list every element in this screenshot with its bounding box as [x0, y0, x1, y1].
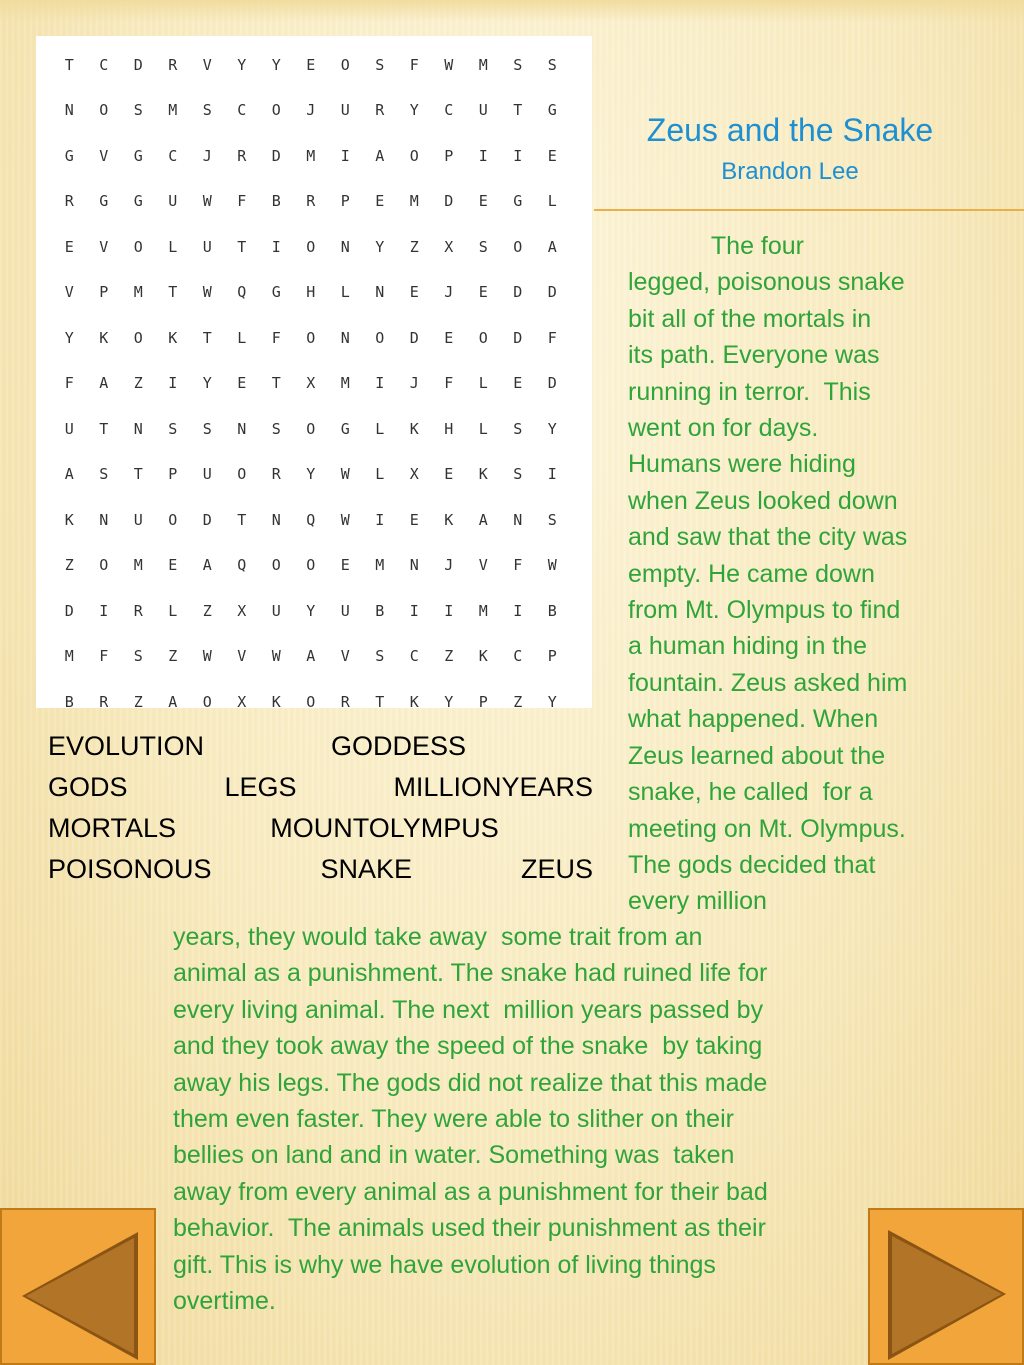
puzzle-letter: Z: [168, 647, 178, 666]
puzzle-letter: O: [306, 328, 316, 347]
puzzle-letter: L: [340, 283, 350, 302]
puzzle-letter: H: [444, 419, 454, 438]
puzzle-letter: I: [513, 146, 523, 165]
puzzle-letter: E: [513, 374, 523, 393]
word-bank-word: MILLIONYEARS: [393, 772, 593, 802]
puzzle-letter: J: [444, 556, 454, 575]
puzzle-letter: L: [375, 419, 385, 438]
puzzle-letter: S: [202, 101, 212, 120]
puzzle-letter: C: [99, 55, 109, 74]
puzzle-letter: V: [99, 146, 109, 165]
puzzle-letter: Y: [375, 237, 385, 256]
puzzle-letter: S: [547, 55, 557, 74]
puzzle-letter: B: [375, 601, 385, 620]
puzzle-letter: V: [237, 647, 247, 666]
puzzle-letter: V: [64, 283, 74, 302]
word-bank-word: POISONOUS: [48, 854, 212, 884]
puzzle-letter: X: [444, 237, 454, 256]
puzzle-letter: R: [168, 55, 178, 74]
puzzle-letter: W: [547, 556, 557, 575]
puzzle-letter: T: [237, 237, 247, 256]
puzzle-letter: S: [375, 55, 385, 74]
puzzle-letter: I: [271, 237, 281, 256]
word-search-grid: [52, 42, 570, 725]
puzzle-letter: D: [547, 374, 557, 393]
puzzle-letter: J: [409, 374, 419, 393]
puzzle-letter: R: [133, 601, 143, 620]
puzzle-letter: O: [306, 419, 316, 438]
puzzle-letter: S: [133, 101, 143, 120]
puzzle-letter: E: [306, 55, 316, 74]
puzzle-letter: N: [513, 510, 523, 529]
puzzle-letter: G: [133, 146, 143, 165]
puzzle-letter: S: [547, 510, 557, 529]
puzzle-letter: U: [271, 601, 281, 620]
story-text-right-column: The four legged, poisonous snake bit all of the mortals in its path. Everyone was running in terror. This went on for days. Humans were hiding when Zeus looked down and saw that the city was empty. He came down from Mt. Olympus to find a human hiding in the fountain. Zeus asked him what happened. When Zeus learned about the snake, he called for a meeting on Mt. Olympus. The gods decided that every million: [628, 232, 908, 916]
puzzle-letter: I: [99, 601, 109, 620]
puzzle-letter: M: [409, 192, 419, 211]
puzzle-letter: S: [478, 237, 488, 256]
puzzle-letter: D: [409, 328, 419, 347]
puzzle-letter: P: [478, 692, 488, 711]
puzzle-letter: C: [237, 101, 247, 120]
puzzle-letter: Y: [237, 55, 247, 74]
puzzle-letter: I: [478, 146, 488, 165]
puzzle-letter: V: [202, 55, 212, 74]
puzzle-letter: P: [547, 647, 557, 666]
puzzle-letter: W: [340, 510, 350, 529]
puzzle-letter: Y: [444, 692, 454, 711]
puzzle-letter: Z: [133, 692, 143, 711]
puzzle-letter: Q: [306, 510, 316, 529]
puzzle-letter: N: [409, 556, 419, 575]
puzzle-letter: R: [271, 465, 281, 484]
puzzle-letter: F: [444, 374, 454, 393]
puzzle-letter: Z: [444, 647, 454, 666]
word-bank-row: [48, 808, 593, 849]
top-band: [0, 0, 1024, 22]
word-bank-row: [48, 767, 593, 808]
puzzle-letter: O: [306, 692, 316, 711]
puzzle-letter: E: [444, 465, 454, 484]
puzzle-letter: D: [513, 328, 523, 347]
puzzle-letter: R: [237, 146, 247, 165]
puzzle-letter: K: [444, 510, 454, 529]
puzzle-letter: G: [271, 283, 281, 302]
puzzle-letter: O: [133, 328, 143, 347]
puzzle-letter: I: [168, 374, 178, 393]
puzzle-letter: D: [547, 283, 557, 302]
story-author: Brandon Lee: [721, 158, 859, 185]
left-triangle-icon: [2, 1210, 154, 1363]
puzzle-letter: T: [168, 283, 178, 302]
puzzle-letter: E: [478, 192, 488, 211]
puzzle-letter: K: [478, 465, 488, 484]
puzzle-letter: E: [237, 374, 247, 393]
puzzle-letter: S: [375, 647, 385, 666]
puzzle-letter: Z: [202, 601, 212, 620]
puzzle-letter: Z: [513, 692, 523, 711]
puzzle-letter: S: [513, 55, 523, 74]
puzzle-letter: E: [340, 556, 350, 575]
puzzle-letter: I: [409, 601, 419, 620]
puzzle-letter: W: [202, 283, 212, 302]
puzzle-letter: O: [306, 556, 316, 575]
puzzle-letter: U: [478, 101, 488, 120]
puzzle-letter: F: [547, 328, 557, 347]
puzzle-letter: K: [409, 692, 419, 711]
puzzle-letter: S: [99, 465, 109, 484]
puzzle-letter: N: [375, 283, 385, 302]
puzzle-letter: J: [444, 283, 454, 302]
puzzle-letter: O: [340, 55, 350, 74]
word-bank-word: GODS: [48, 772, 128, 802]
puzzle-letter: E: [409, 283, 419, 302]
word-bank-word: SNAKE: [320, 854, 413, 884]
puzzle-letter: E: [547, 146, 557, 165]
puzzle-letter: S: [271, 419, 281, 438]
puzzle-letter: C: [513, 647, 523, 666]
puzzle-letter: N: [133, 419, 143, 438]
next-slide-button[interactable]: [868, 1208, 1024, 1365]
puzzle-letter: E: [444, 328, 454, 347]
puzzle-letter: V: [99, 237, 109, 256]
puzzle-letter: M: [375, 556, 385, 575]
puzzle-letter: U: [340, 101, 350, 120]
word-bank-row: [48, 726, 593, 767]
puzzle-letter: P: [168, 465, 178, 484]
header-divider: [594, 209, 1024, 211]
puzzle-letter: D: [513, 283, 523, 302]
puzzle-letter: I: [340, 146, 350, 165]
puzzle-letter: X: [237, 601, 247, 620]
puzzle-letter: N: [237, 419, 247, 438]
word-bank: [48, 726, 593, 890]
puzzle-letter: M: [478, 601, 488, 620]
puzzle-letter: O: [306, 237, 316, 256]
puzzle-letter: I: [375, 510, 385, 529]
puzzle-letter: B: [547, 601, 557, 620]
puzzle-letter: M: [64, 647, 74, 666]
puzzle-letter: L: [168, 601, 178, 620]
puzzle-letter: C: [168, 146, 178, 165]
puzzle-letter: E: [478, 283, 488, 302]
puzzle-letter: K: [271, 692, 281, 711]
puzzle-letter: G: [513, 192, 523, 211]
puzzle-letter: F: [99, 647, 109, 666]
puzzle-letter: A: [478, 510, 488, 529]
puzzle-letter: O: [133, 237, 143, 256]
story-title: Zeus and the Snake: [646, 112, 934, 148]
puzzle-letter: E: [375, 192, 385, 211]
puzzle-letter: W: [202, 647, 212, 666]
puzzle-letter: L: [547, 192, 557, 211]
puzzle-letter: G: [99, 192, 109, 211]
word-bank-word: EVOLUTION: [48, 731, 205, 761]
puzzle-letter: A: [64, 465, 74, 484]
puzzle-letter: A: [306, 647, 316, 666]
puzzle-letter: K: [478, 647, 488, 666]
puzzle-letter: F: [271, 328, 281, 347]
puzzle-letter: T: [375, 692, 385, 711]
word-bank-word: MORTALS: [48, 813, 177, 843]
puzzle-letter: C: [409, 647, 419, 666]
right-triangle-icon: [870, 1210, 1022, 1363]
puzzle-letter: S: [513, 465, 523, 484]
word-search-puzzle: [36, 36, 592, 711]
puzzle-letter: Y: [547, 692, 557, 711]
puzzle-letter: C: [444, 101, 454, 120]
puzzle-letter: G: [340, 419, 350, 438]
puzzle-letter: A: [202, 556, 212, 575]
puzzle-letter: O: [409, 146, 419, 165]
puzzle-letter: G: [133, 192, 143, 211]
puzzle-letter: H: [306, 283, 316, 302]
puzzle-letter: K: [409, 419, 419, 438]
puzzle-letter: K: [168, 328, 178, 347]
puzzle-letter: L: [375, 465, 385, 484]
puzzle-letter: B: [64, 692, 74, 711]
puzzle-letter: V: [340, 647, 350, 666]
puzzle-letter: T: [133, 465, 143, 484]
puzzle-letter: O: [478, 328, 488, 347]
puzzle-letter: Y: [271, 55, 281, 74]
puzzle-letter: M: [478, 55, 488, 74]
puzzle-letter: W: [444, 55, 454, 74]
puzzle-letter: R: [375, 101, 385, 120]
puzzle-letter: O: [513, 237, 523, 256]
puzzle-letter: R: [340, 692, 350, 711]
puzzle-letter: M: [133, 556, 143, 575]
puzzle-letter: Q: [237, 556, 247, 575]
puzzle-letter: T: [64, 55, 74, 74]
puzzle-letter: M: [306, 146, 316, 165]
puzzle-letter: N: [340, 328, 350, 347]
puzzle-letter: G: [64, 146, 74, 165]
puzzle-letter: E: [168, 556, 178, 575]
puzzle-letter: V: [478, 556, 488, 575]
puzzle-letter: Z: [64, 556, 74, 575]
puzzle-letter: F: [64, 374, 74, 393]
puzzle-letter: N: [340, 237, 350, 256]
puzzle-letter: O: [99, 556, 109, 575]
puzzle-letter: Y: [64, 328, 74, 347]
puzzle-letter: T: [202, 328, 212, 347]
puzzle-letter: L: [478, 419, 488, 438]
puzzle-letter: O: [168, 510, 178, 529]
puzzle-letter: P: [99, 283, 109, 302]
puzzle-letter: F: [513, 556, 523, 575]
puzzle-letter: S: [133, 647, 143, 666]
puzzle-letter: M: [168, 101, 178, 120]
puzzle-letter: Z: [409, 237, 419, 256]
word-bank-word: MOUNTOLYMPUS: [270, 813, 499, 843]
puzzle-letter: E: [64, 237, 74, 256]
puzzle-letter: U: [202, 465, 212, 484]
word-bank-word: ZEUS: [520, 854, 593, 884]
puzzle-letter: O: [375, 328, 385, 347]
puzzle-letter: Y: [547, 419, 557, 438]
puzzle-letter: I: [547, 465, 557, 484]
puzzle-letter: Y: [306, 601, 316, 620]
puzzle-letter: S: [513, 419, 523, 438]
puzzle-letter: O: [202, 692, 212, 711]
puzzle-letter: Y: [306, 465, 316, 484]
puzzle-letter: W: [271, 647, 281, 666]
puzzle-letter: T: [271, 374, 281, 393]
puzzle-letter: O: [237, 465, 247, 484]
puzzle-letter: Y: [409, 101, 419, 120]
puzzle-letter: N: [99, 510, 109, 529]
puzzle-letter: K: [64, 510, 74, 529]
puzzle-letter: W: [340, 465, 350, 484]
puzzle-letter: P: [444, 146, 454, 165]
word-bank-word: LEGS: [224, 772, 297, 802]
puzzle-letter: I: [444, 601, 454, 620]
word-bank-word: GODDESS: [331, 731, 467, 761]
puzzle-letter: F: [409, 55, 419, 74]
puzzle-letter: L: [478, 374, 488, 393]
puzzle-letter: D: [271, 146, 281, 165]
puzzle-letter: L: [168, 237, 178, 256]
puzzle-letter: G: [547, 101, 557, 120]
puzzle-letter: W: [202, 192, 212, 211]
puzzle-letter: U: [168, 192, 178, 211]
puzzle-letter: D: [133, 55, 143, 74]
puzzle-letter: S: [168, 419, 178, 438]
puzzle-letter: J: [306, 101, 316, 120]
puzzle-letter: L: [237, 328, 247, 347]
previous-slide-button[interactable]: [0, 1208, 156, 1365]
puzzle-letter: O: [271, 556, 281, 575]
puzzle-letter: T: [237, 510, 247, 529]
puzzle-letter: Q: [237, 283, 247, 302]
puzzle-letter: T: [99, 419, 109, 438]
puzzle-letter: U: [202, 237, 212, 256]
puzzle-letter: U: [133, 510, 143, 529]
puzzle-letter: U: [64, 419, 74, 438]
puzzle-letter: O: [99, 101, 109, 120]
puzzle-letter: X: [237, 692, 247, 711]
puzzle-letter: R: [64, 192, 74, 211]
puzzle-letter: U: [340, 601, 350, 620]
puzzle-letter: F: [237, 192, 247, 211]
puzzle-letter: Y: [202, 374, 212, 393]
puzzle-letter: Z: [133, 374, 143, 393]
puzzle-letter: A: [547, 237, 557, 256]
puzzle-letter: N: [64, 101, 74, 120]
puzzle-letter: A: [168, 692, 178, 711]
puzzle-letter: N: [271, 510, 281, 529]
puzzle-letter: R: [306, 192, 316, 211]
word-bank-row: [48, 849, 593, 890]
puzzle-letter: B: [271, 192, 281, 211]
puzzle-letter: J: [202, 146, 212, 165]
puzzle-letter: D: [202, 510, 212, 529]
puzzle-letter: I: [513, 601, 523, 620]
puzzle-letter: T: [513, 101, 523, 120]
story-text-bottom-block: years, they would take away some trait from an animal as a punishment. The snake had ruined life for every living animal. The next million years passed by and they took away the speed of the snake by taking away his legs. The gods did not realize that this made them even faster. They were able to slither on their bellies on land and in water. Something was taken away from every animal as a punishment for their bad behavior. The animals used their punishment as their gift. This is why we have evolution of living things overtime.: [173, 923, 768, 1316]
puzzle-letter: K: [99, 328, 109, 347]
puzzle-letter: O: [271, 101, 281, 120]
puzzle-letter: R: [99, 692, 109, 711]
puzzle-letter: X: [306, 374, 316, 393]
puzzle-letter: A: [375, 146, 385, 165]
puzzle-letter: D: [444, 192, 454, 211]
puzzle-letter: A: [99, 374, 109, 393]
puzzle-letter: P: [340, 192, 350, 211]
puzzle-letter: S: [202, 419, 212, 438]
puzzle-letter: D: [64, 601, 74, 620]
puzzle-letter: M: [133, 283, 143, 302]
puzzle-letter: M: [340, 374, 350, 393]
puzzle-letter: X: [409, 465, 419, 484]
puzzle-letter: E: [409, 510, 419, 529]
puzzle-letter: I: [375, 374, 385, 393]
